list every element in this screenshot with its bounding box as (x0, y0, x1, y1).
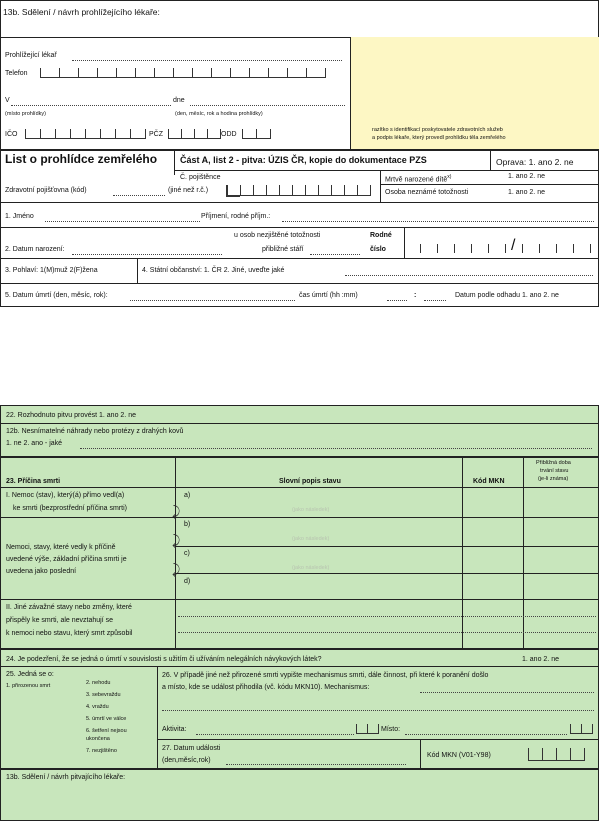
mechanismus-text-2: a místo, kde se událost přihodila (vč. kódu MKN10). Mechanismus: (162, 684, 370, 691)
bottom-form (0, 405, 599, 821)
cislo-pojistence-field[interactable] (226, 185, 371, 197)
cas-umrti-mm[interactable] (424, 300, 446, 301)
jine-nez-rc: (jiné než r.č.) (168, 187, 209, 194)
doba-header-1: Přibližná doba (536, 460, 571, 466)
datum-narozeni-field[interactable] (72, 254, 222, 255)
arrow-icon-b: ⤸ (172, 532, 181, 548)
mechanismus-text-1: 26. V případě jiné než přirozené smrti vypište mechanismus smrti, dále činnost, při které k poranění došlo (162, 672, 489, 679)
section-13b-pitvajici: 13b. Sdělení / návrh pitvajícího lékaře: (6, 774, 126, 781)
jedna-se-o-4[interactable]: 4. vraždu (86, 704, 109, 710)
cas-umrti-label: čas úmrtí (hh :mm) (299, 292, 358, 299)
pohlavi-label[interactable]: 3. Pohlaví: 1(M)muž 2(F)žena (5, 267, 98, 274)
rodne-cislo-field[interactable] (420, 244, 591, 253)
pricina-3b: přispěly ke smrti, ale nevztahují se (6, 617, 113, 624)
form-part: Část A, list 2 - pitva: ÚZIS ČR, kopie do dokumentace PZS (180, 155, 427, 165)
nahrady-protezy: 12b. Nesnímatelné náhrady nebo protézy z drahých kovů (6, 428, 184, 435)
pricina-2b: uvedené výše, základní příčina smrti je (6, 556, 127, 563)
prijmeni-label: Příjmení, rodné příjm.: (201, 213, 271, 220)
nasledek-b: (jako následek) (292, 536, 330, 542)
u-osob-label: u osob nezjištěné totožnosti (234, 232, 321, 239)
datum-umrti-field[interactable] (130, 300, 295, 301)
dne-hint: (den, měsíc, rok a hodina prohlídky) (175, 111, 263, 117)
doba-header-2: trvání stavu (540, 468, 569, 474)
v-label: V (5, 97, 10, 104)
cas-umrti-colon: : (414, 292, 417, 299)
nahrady-protezy-odpoved[interactable]: 1. ne 2. ano - jaké (6, 440, 63, 447)
arrow-icon-c: ⤸ (172, 561, 181, 577)
kod-mkn-label: Kód MKN (V01-Y98) (427, 752, 491, 759)
nahrady-protezy-field[interactable] (80, 448, 592, 449)
oprava-label: Oprava: 1. ano 2. ne (496, 157, 574, 167)
mrtve-narozene-label: Mrtvě narozené dítě$^{x)}$ (385, 174, 452, 184)
jedna-se-o-6b: ukončena (86, 736, 110, 742)
nasledek-a: (jako následek) (292, 507, 330, 513)
datum-umrti-label: 5. Datum úmrtí (den, měsíc, rok): (5, 292, 108, 299)
podezreni-odpoved[interactable]: 1. ano 2. ne (522, 656, 559, 663)
row-label-b: b) (184, 521, 191, 528)
row-label-d: d) (184, 578, 191, 585)
datum-narozeni-label: 2. Datum narození: (5, 246, 65, 253)
cislo-pojistence-label: Č. pojištěnce (180, 174, 221, 181)
jedna-se-o-5[interactable]: 5. úmrtí ve válce (86, 716, 127, 722)
section-13b-prohlizejici: 13b. Sdělení / návrh prohlížejícího lékaře: (3, 7, 160, 17)
jedna-se-o-7[interactable]: 7. nezjištěno (86, 748, 117, 754)
kod-mkn-header: Kód MKN (473, 478, 505, 485)
row-label-a: a) (184, 492, 191, 499)
priblizne-stari-field[interactable] (310, 254, 360, 255)
aktivita-code[interactable] (356, 724, 379, 734)
misto-field[interactable] (11, 105, 171, 106)
rozhodnuto-pitvu[interactable]: 22. Rozhodnuto pitvu provést 1. ano 2. ne (6, 412, 136, 419)
obcanstvi-field[interactable] (345, 275, 593, 276)
arrow-icon-a: ⤸ (172, 503, 181, 519)
podezreni-navykove-latky: 24. Je podezření, že se jedná o úmrtí v souvislosti s užitím či užíváním nelegálních návykových látek? (6, 656, 322, 663)
datum-udalosti-field[interactable] (226, 764, 406, 765)
cas-umrti-hh[interactable] (387, 300, 407, 301)
prohlizejici-lekar-label: Prohlížející lékař (5, 52, 57, 59)
pcz-field[interactable] (168, 129, 221, 139)
slovni-popis-header: Slovní popis stavu (279, 478, 341, 485)
datum-odhad-label[interactable]: Datum podle odhadu 1. ano 2. ne (455, 292, 559, 299)
pcz-label: PČZ (149, 131, 163, 138)
aktivita-label: Aktivita: (162, 726, 187, 733)
osoba-nezname-label: Osoba neznámé totožnosti (385, 189, 469, 196)
prijmeni-field[interactable] (282, 221, 594, 222)
datum-udalosti-hint: (den,měsíc,rok) (162, 757, 211, 764)
jmeno-field[interactable] (45, 221, 200, 222)
telefon-field[interactable] (40, 68, 326, 78)
aktivita-field[interactable] (196, 734, 354, 735)
pricina-3c: k nemoci nebo stavu, který smrt způsobil (6, 630, 133, 637)
obcanstvi-label[interactable]: 4. Státní občanství: 1. ČR 2. Jiné, uveďte jaké (142, 267, 285, 274)
prohlizejici-lekar-field[interactable] (72, 60, 342, 61)
stamp-text-2: a podpis lékaře, který provedl prohlídku těla zemřelého (372, 135, 506, 141)
pricina-smrti-header: 23. Příčina smrti (6, 478, 61, 485)
form-title: List o prohlídce zemřelého (5, 152, 158, 166)
mechanismus-field[interactable] (420, 692, 594, 693)
dne-label: dne (173, 97, 185, 104)
jedna-se-o-2[interactable]: 2. nehodu (86, 680, 111, 686)
kod-mkn-field[interactable] (528, 748, 585, 761)
misto-hint: (místo prohlídky) (5, 111, 46, 117)
osoba-nezname-options[interactable]: 1. ano 2. ne (508, 189, 545, 196)
datum-udalosti-label: 27. Datum události (162, 745, 221, 752)
pricina-1a: I. Nemoc (stav), který(á) přímo vedl(a) (6, 492, 125, 499)
rodne-cislo-label-2: číslo (370, 246, 386, 253)
stamp-text-1: razítko s identifikací poskytovatele zdravotních služeb (372, 127, 503, 133)
priblizne-stari-label: přibližné stáří (262, 246, 304, 253)
jedna-se-o-3[interactable]: 3. sebevraždu (86, 692, 121, 698)
rodne-cislo-label-1: Rodné (370, 232, 392, 239)
ico-label: IČO (5, 131, 18, 138)
pricina-1b: ke smrti (bezprostřední příčina smrti) (13, 505, 127, 512)
ico-field[interactable] (25, 129, 146, 139)
pricina-2c: uvedena jako poslední (6, 568, 77, 575)
nasledek-c: (jako následek) (292, 565, 330, 571)
pricina-3a: II. Jiné závažné stavy nebo změny, které (6, 604, 132, 611)
jedna-se-o-1[interactable]: 1. přirozenou smrt (6, 683, 51, 689)
misto-field-bottom[interactable] (405, 734, 567, 735)
jedna-se-o-6[interactable]: 6. šetření nejsou (86, 728, 127, 734)
odd-label: ODD (221, 131, 237, 138)
telefon-label: Telefon (5, 70, 28, 77)
zdrav-pojistovna-label: Zdravotní pojišťovna (kód) (5, 187, 87, 194)
zdrav-pojistovna-field[interactable] (113, 195, 165, 196)
mrtve-narozene-options[interactable]: 1. ano 2. ne (508, 173, 545, 180)
doba-header-3: (je-li známa) (538, 476, 569, 482)
odd-field[interactable] (242, 129, 271, 139)
pricina-2a: Nemoci, stavy, které vedly k příčině (6, 544, 116, 551)
dne-field[interactable] (190, 105, 345, 106)
misto-code[interactable] (570, 724, 593, 734)
jmeno-label: 1. Jméno (5, 213, 34, 220)
misto-label: Místo: (381, 726, 401, 733)
row-label-c: c) (184, 550, 190, 557)
rodne-cislo-slash: / (511, 237, 516, 254)
jedna-se-o-label: 25. Jedná se o: (6, 671, 54, 678)
